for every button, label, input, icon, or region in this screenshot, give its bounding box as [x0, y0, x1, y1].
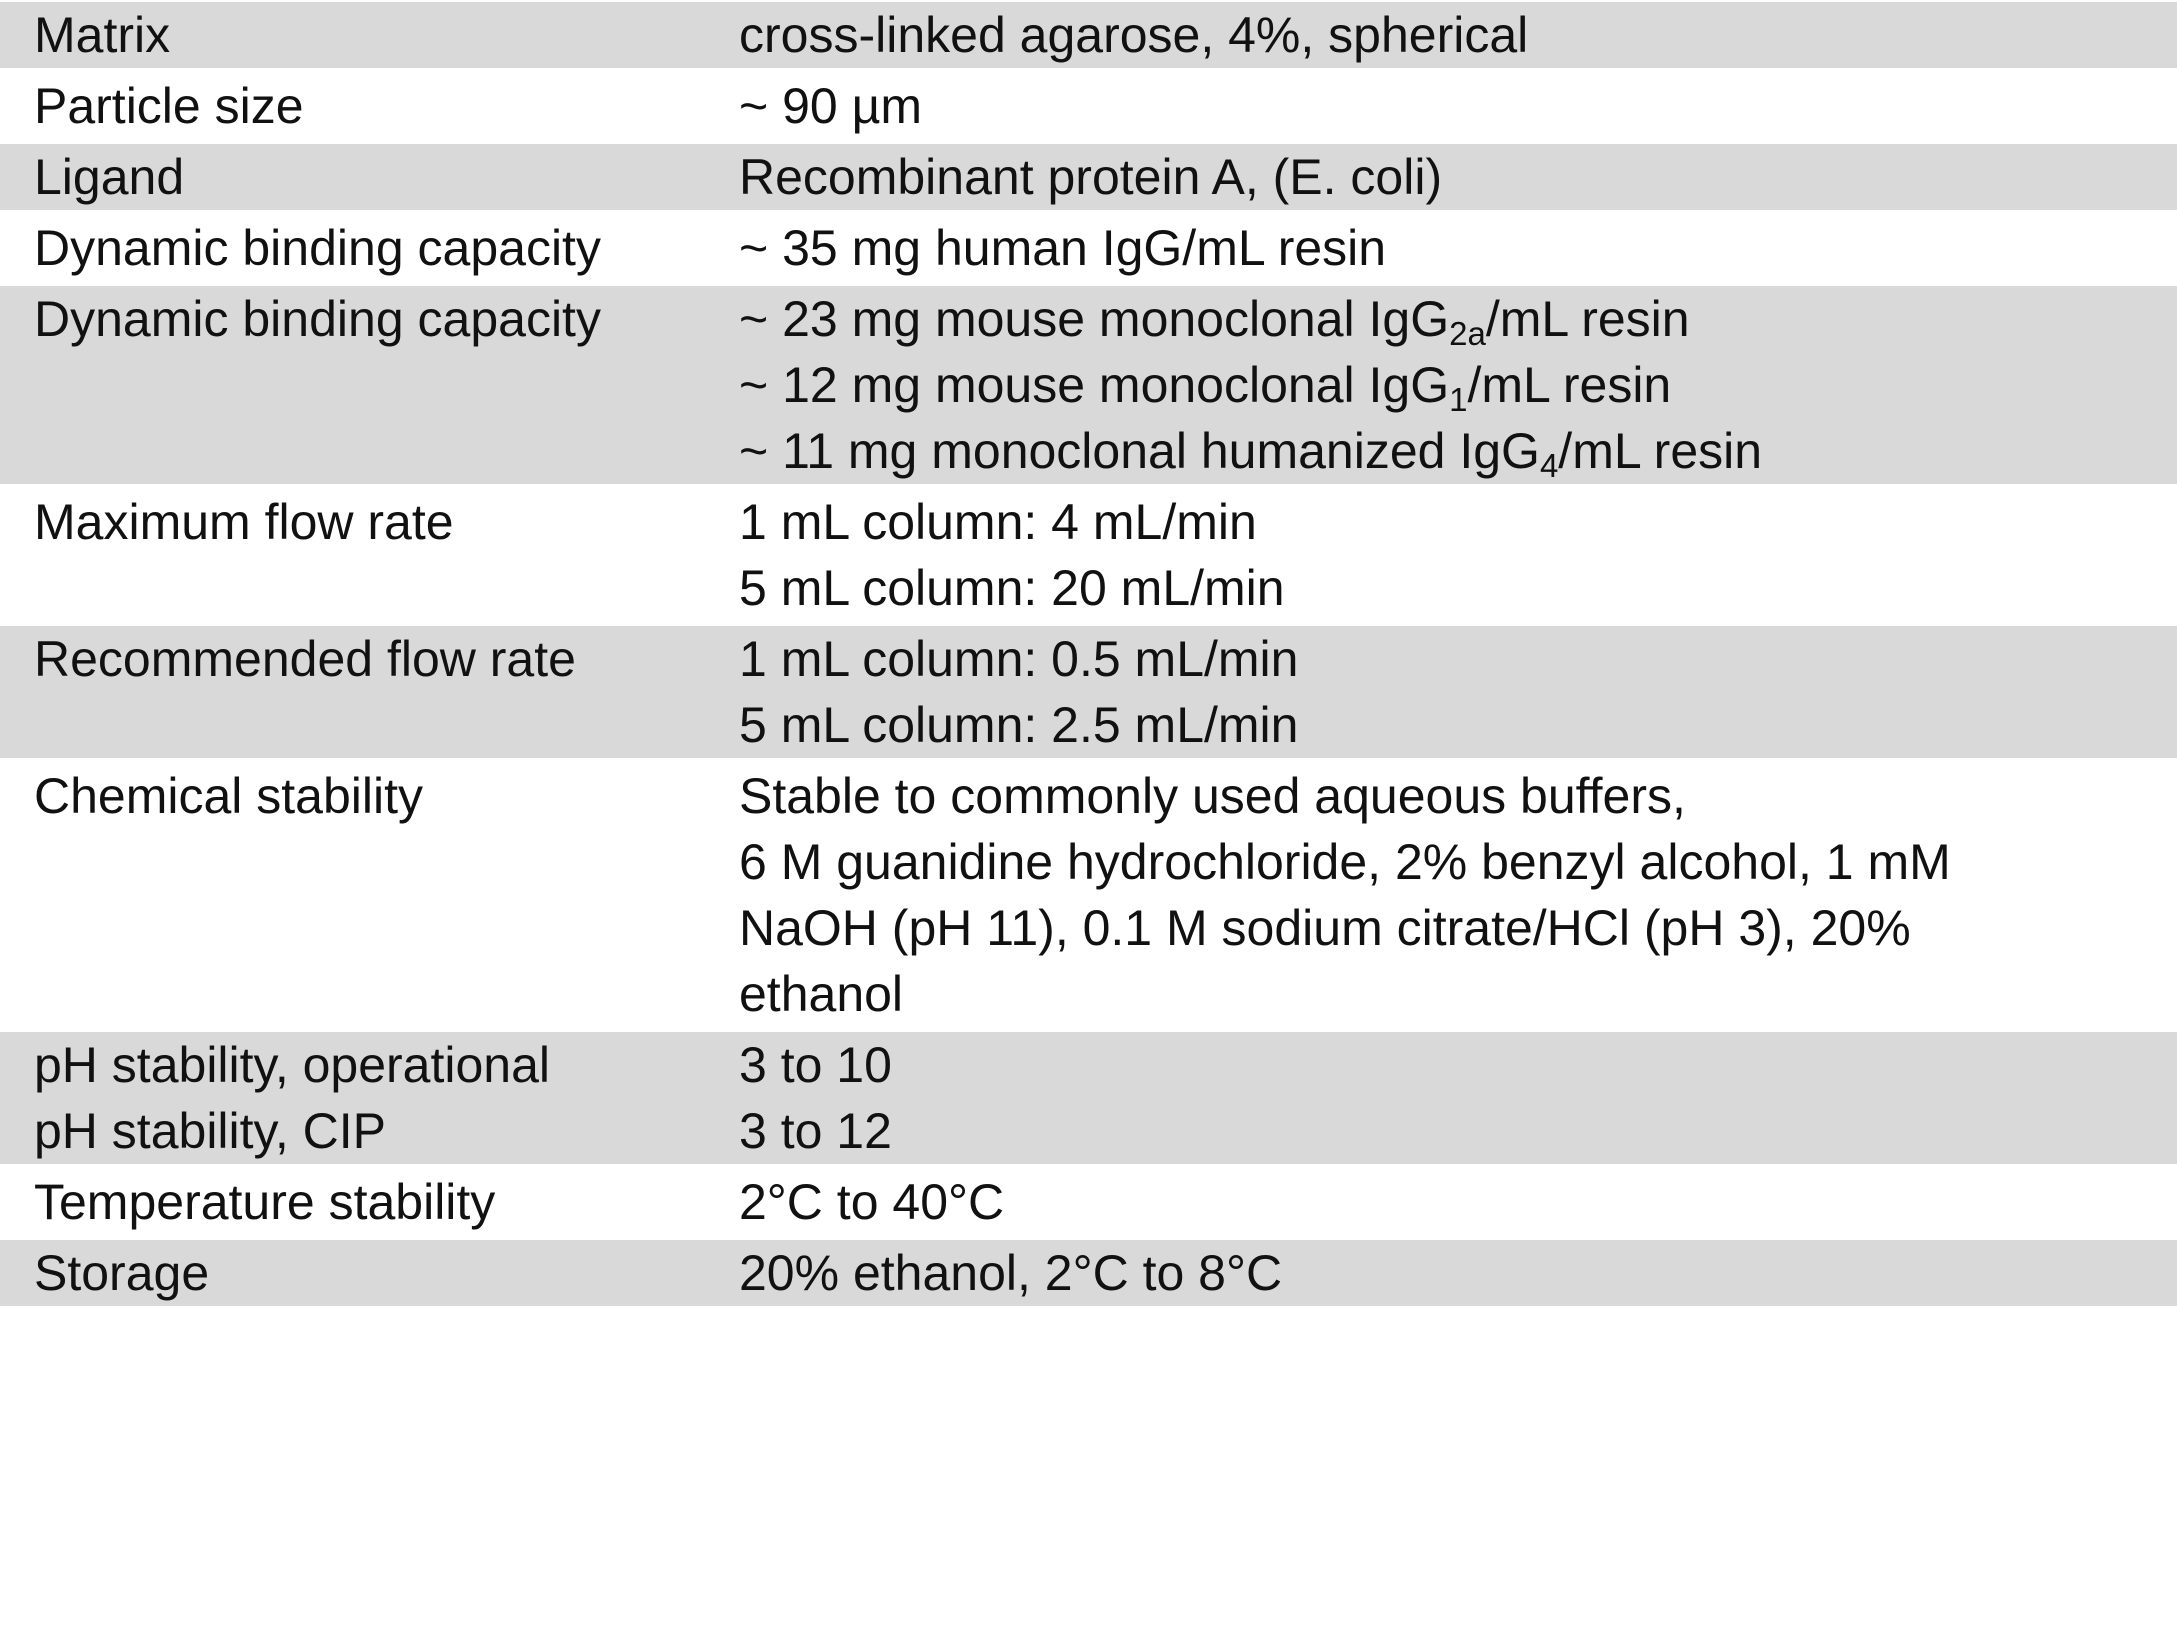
row-label: Matrix: [34, 7, 171, 63]
row-value: ~ 90 µm: [739, 78, 923, 134]
table-row: [0, 1032, 2177, 1164]
value-line: 6 M guanidine hydrochloride, 2% benzyl alcohol, 1 mM: [739, 834, 1951, 890]
value-line: 3 to 12: [739, 1103, 892, 1159]
row-label: Ligand: [34, 149, 185, 205]
value-line: ~ 23 mg mouse monoclonal IgG$_{2a}$/mL resin: [739, 291, 1690, 353]
row-label: Maximum flow rate: [34, 494, 454, 550]
table-row: [0, 1169, 2177, 1235]
row-value: 2°C to 40°C: [739, 1174, 1005, 1230]
label-line: pH stability, operational: [34, 1037, 551, 1093]
row-label: Chemical stability: [34, 768, 424, 824]
table-row: [0, 215, 2177, 281]
value-line: NaOH (pH 11), 0.1 M sodium citrate/HCl (pH 3), 20%: [739, 900, 1911, 956]
row-value: [739, 626, 2177, 758]
value-line: 5 mL column: 20 mL/min: [739, 560, 1285, 616]
row-value: [739, 763, 2177, 1027]
row-label: Storage: [34, 1245, 210, 1301]
value-line: ethanol: [739, 966, 904, 1022]
label-line: pH stability, CIP: [34, 1103, 386, 1159]
value-line: 1 mL column: 0.5 mL/min: [739, 631, 1299, 687]
table-row: [0, 286, 2177, 484]
row-value: [739, 286, 2177, 484]
row-label: Particle size: [34, 78, 304, 134]
row-label: Recommended flow rate: [34, 631, 576, 687]
value-line: Stable to commonly used aqueous buffers,: [739, 768, 1686, 824]
row-value: ~ 35 mg human IgG/mL resin: [739, 220, 1387, 276]
value-line: 5 mL column: 2.5 mL/min: [739, 697, 1299, 753]
table-row: [0, 73, 2177, 139]
specification-table: [0, 2, 2177, 1311]
row-value: Recombinant protein A, (E. coli): [739, 149, 1443, 205]
row-label: [34, 1032, 739, 1164]
table-row: [0, 763, 2177, 1027]
row-label: Dynamic binding capacity: [34, 291, 601, 347]
value-line: ~ 11 mg monoclonal humanized IgG$_4$/mL resin: [739, 423, 1763, 485]
table-row: [0, 1240, 2177, 1306]
row-value: 20% ethanol, 2°C to 8°C: [739, 1245, 1283, 1301]
value-line: 3 to 10: [739, 1037, 892, 1093]
table-row: [0, 489, 2177, 621]
row-value: [739, 489, 2177, 621]
value-line: ~ 12 mg mouse monoclonal IgG$_1$/mL resin: [739, 357, 1672, 419]
row-label: Dynamic binding capacity: [34, 220, 601, 276]
row-value: [739, 1032, 2177, 1164]
value-line: 1 mL column: 4 mL/min: [739, 494, 1257, 550]
table-row: [0, 626, 2177, 758]
row-label: Temperature stability: [34, 1174, 496, 1230]
table-row: [0, 2, 2177, 68]
table-row: [0, 144, 2177, 210]
row-value: cross-linked agarose, 4%, spherical: [739, 7, 1529, 63]
